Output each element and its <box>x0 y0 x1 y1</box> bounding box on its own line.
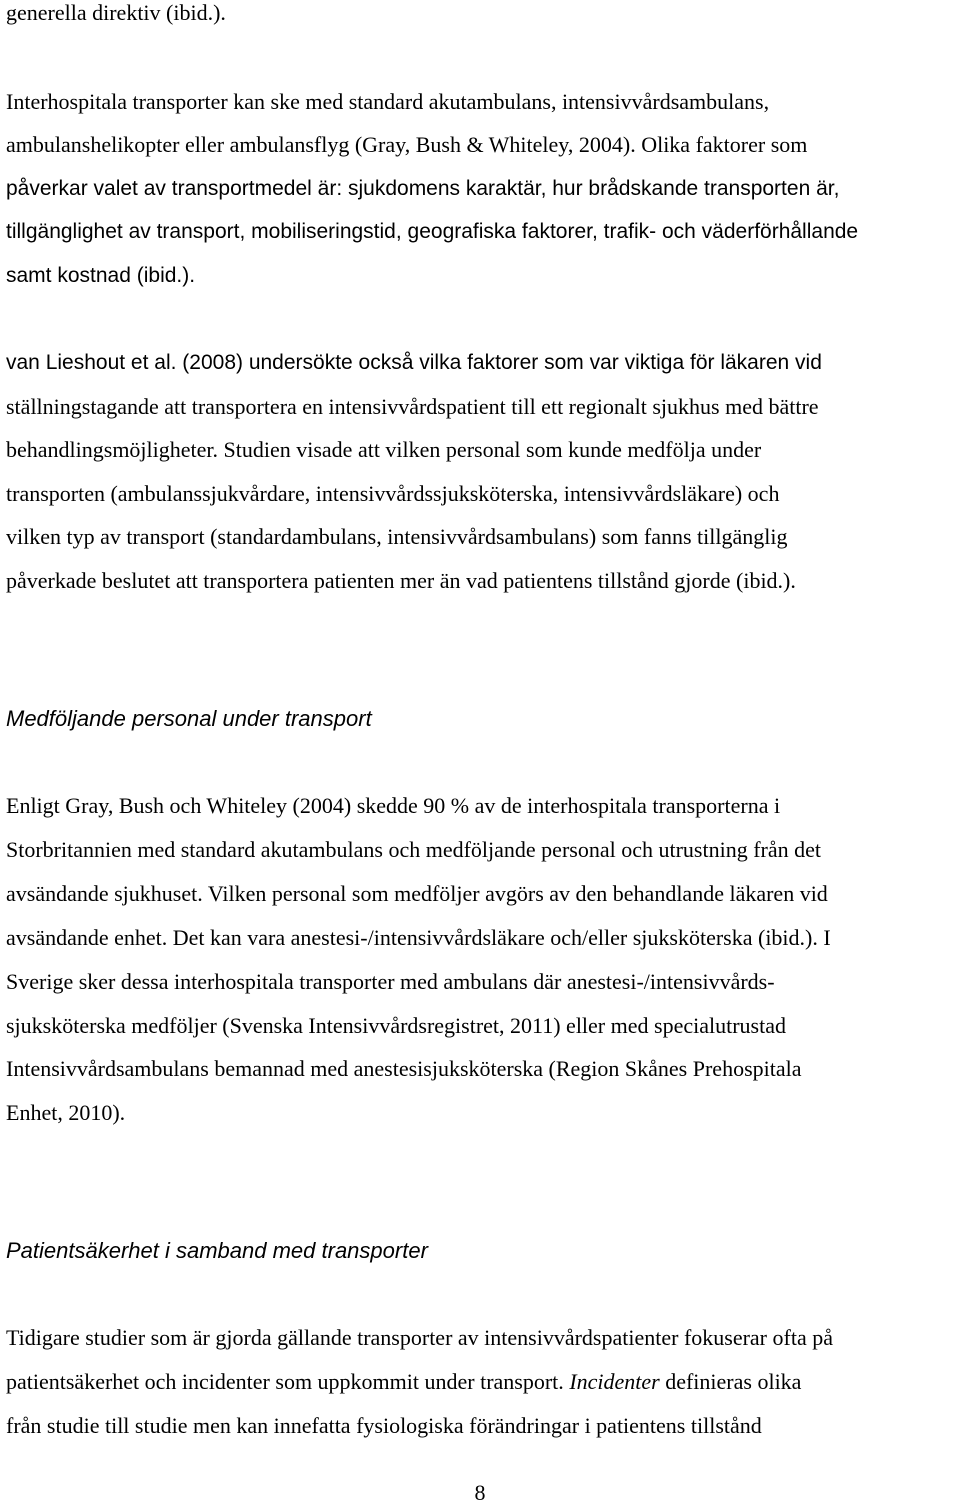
section-heading: Patientsäkerhet i samband med transporter <box>6 1238 428 1263</box>
text-line: transporten (ambulanssjukvårdare, intensivvårdssjuksköterska, intensivvårdsläkare) och <box>6 481 780 506</box>
text-line: Intensivvårdsambulans bemannad med anestesisjuksköterska (Region Skånes Prehospitala <box>6 1056 802 1081</box>
text-line: Enhet, 2010). <box>6 1100 126 1125</box>
text-line: Enligt Gray, Bush och Whiteley (2004) skedde 90 % av de interhospitala transporterna i <box>6 793 781 818</box>
page-number: 8 <box>474 1480 486 1505</box>
text-span: definieras olika <box>659 1369 802 1394</box>
text-line: avsändande enhet. Det kan vara anestesi-/intensivvårdsläkare och/eller sjuksköterska (ibid.). I <box>6 925 831 950</box>
text-line: Tidigare studier som är gjorda gällande transporter av intensivvårdspatienter fokuserar ofta på <box>6 1325 833 1350</box>
text-line: påverkar valet av transportmedel är: sjukdomens karaktär, hur brådskande transporten är, <box>6 177 840 200</box>
text-line: tillgänglighet av transport, mobiliseringstid, geografiska faktorer, trafik- och väderförhållande <box>6 220 859 243</box>
text-line: ambulanshelikopter eller ambulansflyg (Gray, Bush & Whiteley, 2004). Olika faktorer som <box>6 132 808 157</box>
text-line: avsändande sjukhuset. Vilken personal som medföljer avgörs av den behandlande läkaren vid <box>6 881 828 906</box>
text-line <box>6 1367 801 1397</box>
section-heading: Medföljande personal under transport <box>6 706 372 731</box>
text-line: Interhospitala transporter kan ske med standard akutambulans, intensivvårdsambulans, <box>6 89 770 114</box>
text-line: behandlingsmöjligheter. Studien visade att vilken personal som kunde medfölja under <box>6 437 762 462</box>
text-line: sjuksköterska medföljer (Svenska Intensivvårdsregistret, 2011) eller med specialutrustad <box>6 1013 786 1038</box>
text-line: Storbritannien med standard akutambulans och medföljande personal och utrustning från det <box>6 837 821 862</box>
text-line: generella direktiv (ibid.). <box>6 0 226 25</box>
text-span: patientsäkerhet och incidenter som uppkommit under transport. <box>6 1369 570 1394</box>
text-line: från studie till studie men kan innefatta fysiologiska förändringar i patientens tillstånd <box>6 1413 762 1438</box>
text-line: Sverige sker dessa interhospitala transporter med ambulans där anestesi-/intensivvårds- <box>6 969 775 994</box>
text-line: påverkade beslutet att transportera patienten mer än vad patientens tillstånd gjorde (ibid.). <box>6 568 796 593</box>
text-line: van Lieshout et al. (2008) undersökte också vilka faktorer som var viktiga för läkaren vid <box>6 351 822 374</box>
text-line: ställningstagande att transportera en intensivvårdspatient till ett regionalt sjukhus med bättre <box>6 394 819 419</box>
emphasized-term: Incidenter <box>569 1369 660 1394</box>
text-line: samt kostnad (ibid.). <box>6 264 196 287</box>
text-line: vilken typ av transport (standardambulans, intensivvårdsambulans) som fanns tillgänglig <box>6 524 788 549</box>
